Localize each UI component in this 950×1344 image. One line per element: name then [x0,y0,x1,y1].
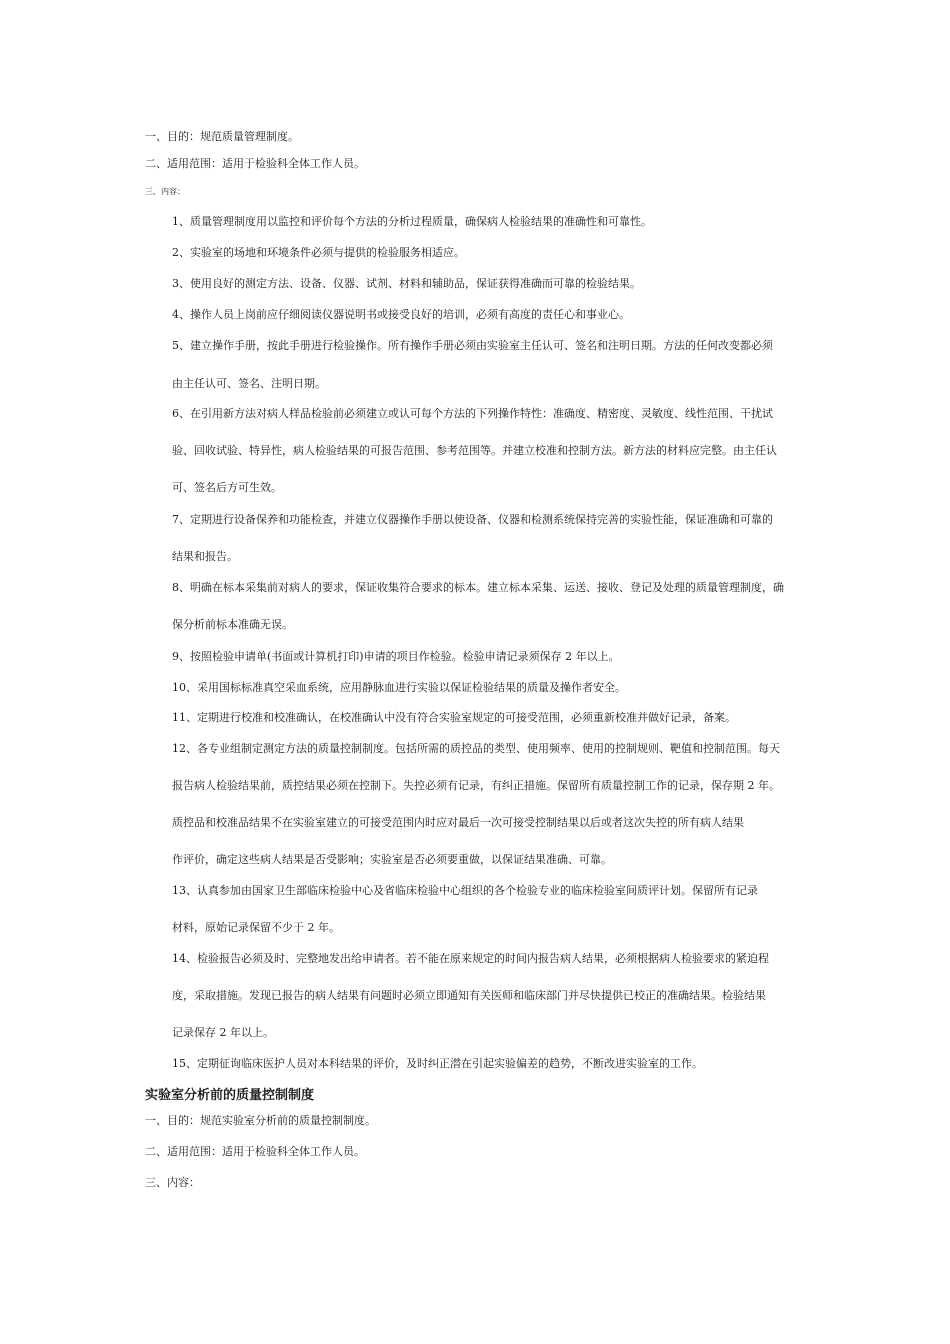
list-item-12-line-2: 报告病人检验结果前，质控结果必须在控制下。失控必须有记录，有纠正措施。保留所有质量控制工作的记录，保存期 2 年。 [172,779,780,792]
list-item-6-line-2: 验、回收试验、特异性，病人检验结果的可报告范围、参考范围等。并建立校准和控制方法。新方法的材料应完整。由主任认 [172,444,777,457]
list-item-12-line-1: 12、各专业组制定测定方法的质量控制制度。包括所需的质控品的类型、使用频率、使用的控制规则、靶值和控制范围。每天 [172,742,780,755]
content-label: 三、内容： [145,187,185,196]
list-item-15-line-1: 15、定期征询临床医护人员对本科结果的评价，及时纠正潜在引起实验偏差的趋势，不断改进实验室的工作。 [172,1057,703,1070]
list-item-5-line-1: 5、建立操作手册，按此手册进行检验操作。所有操作手册必须由实验室主任认可、签名和注明日期。方法的任何改变都必须 [172,339,773,352]
list-item-14-line-1: 14、检验报告必须及时、完整地发出给申请者。若不能在原来规定的时间内报告病人结果，必须根据病人检验要求的紧迫程 [172,952,769,965]
list-item-14-line-3: 记录保存 2 年以上。 [172,1026,274,1039]
list-item-9-line-1: 9、按照检验申请单(书面或计算机打印)申请的项目作检验。检验申请记录须保存 2 年以上。 [172,650,620,663]
purpose-line: 一、目的：规范质量管理制度。 [145,130,299,143]
list-item-4-line-1: 4、操作人员上岗前应仔细阅读仪器说明书或接受良好的培训，必须有高度的责任心和事业心。 [172,308,630,321]
list-item-2-line-1: 2、实验室的场地和环境条件必须与提供的检验服务相适应。 [172,246,465,259]
list-item-1-line-1: 1、质量管理制度用以监控和评价每个方法的分析过程质量，确保病人检验结果的准确性和可靠性。 [172,215,652,228]
list-item-7-line-1: 7、定期进行设备保养和功能检查，并建立仪器操作手册以使设备、仪器和检测系统保持完善的实验性能，保证准确和可靠的 [172,513,773,526]
list-item-5-line-2: 由主任认可、签名、注明日期。 [172,377,326,390]
list-item-8-line-1: 8、明确在标本采集前对病人的要求，保证收集符合要求的标本。建立标本采集、运送、接收、登记及处理的质量管理制度，确 [172,581,784,594]
scope-line-2: 二、适用范围：适用于检验科全体工作人员。 [145,1145,365,1158]
purpose-line-2: 一、目的：规范实验室分析前的质量控制制度。 [145,1114,376,1127]
scope-line: 二、适用范围：适用于检验科全体工作人员。 [145,157,365,170]
list-item-13-line-1: 13、认真参加由国家卫生部临床检验中心及省临床检验中心组织的各个检验专业的临床检验室间质评计划。保留所有记录 [172,884,758,897]
list-item-6-line-3: 可、签名后方可生效。 [172,481,282,494]
list-item-11-line-1: 11、定期进行校准和校准确认，在校准确认中没有符合实验室规定的可接受范围，必须重新校准并做好记录，备案。 [172,711,736,724]
content-label-2: 三、内容： [145,1176,200,1189]
list-item-6-line-1: 6、在引用新方法对病人样品检验前必须建立或认可每个方法的下列操作特性：准确度、精密度、灵敏度、线性范围、干扰试 [172,407,773,420]
list-item-8-line-2: 保分析前标本准确无误。 [172,618,293,631]
list-item-12-line-4: 作评价，确定这些病人结果是否受影响；实验室是否必须要重做，以保证结果准确、可靠。 [172,853,612,866]
section-heading: 实验室分析前的质量控制制度 [145,1088,315,1103]
list-item-14-line-2: 度，采取措施。发现已报告的病人结果有问题时必须立即通知有关医师和临床部门并尽快提供已校正的准确结果。检验结果 [172,989,766,1002]
list-item-7-line-2: 结果和报告。 [172,550,238,563]
list-item-13-line-2: 材料，原始记录保留不少于 2 年。 [172,921,340,934]
list-item-3-line-1: 3、使用良好的测定方法、设备、仪器、试剂、材料和辅助品，保证获得准确而可靠的检验结果。 [172,277,641,290]
list-item-12-line-3: 质控品和校准品结果不在实验室建立的可接受范围内时应对最后一次可接受控制结果以后或者这次失控的所有病人结果 [172,816,744,829]
list-item-10-line-1: 10、采用国标标准真空采血系统，应用静脉血进行实验以保证检验结果的质量及操作者安全。 [172,681,626,694]
